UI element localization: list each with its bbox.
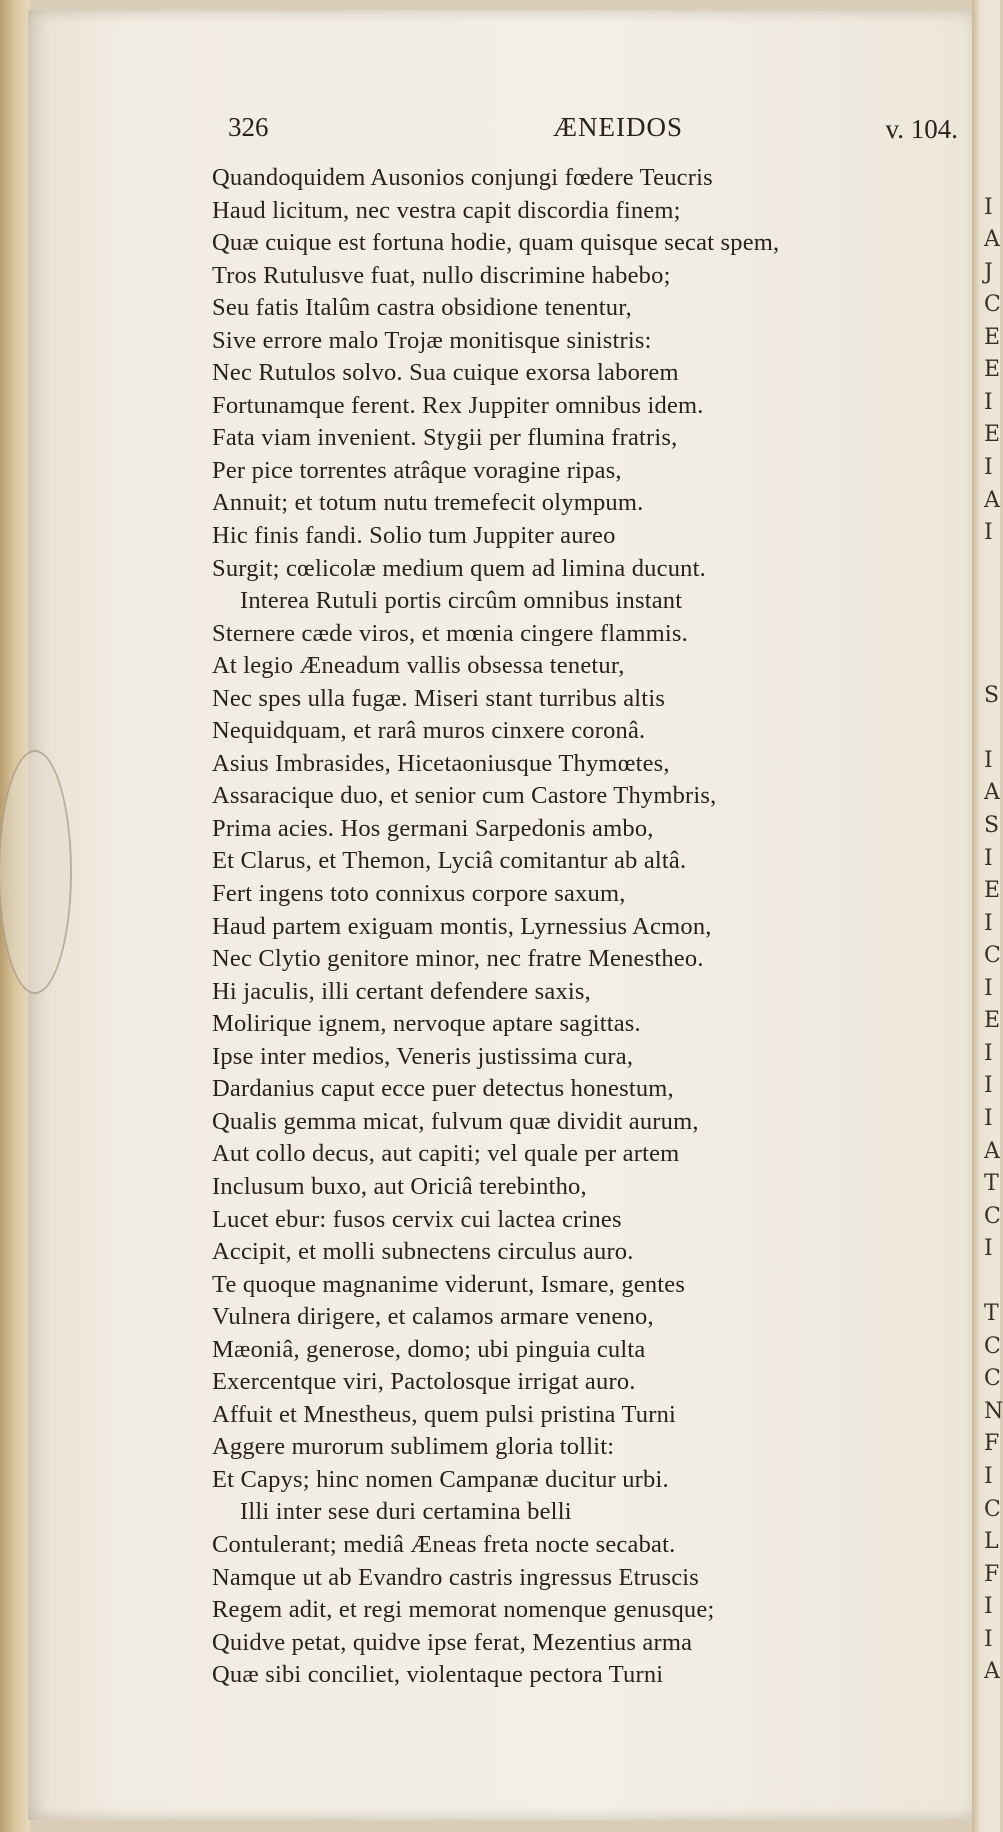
verse-line: Per pice torrentes atrâque voragine ripas, [212, 456, 622, 484]
running-header [228, 112, 958, 152]
verse-line: Interea Rutuli portis circûm omnibus instant [240, 587, 683, 615]
verse-line: Sive errore malo Trojæ monitisque sinistris: [212, 326, 652, 354]
verse-line: Annuit; et totum nutu tremefecit olympum. [212, 489, 644, 517]
facing-page-char: A [984, 487, 1000, 513]
facing-page-char: C [984, 1333, 1001, 1359]
verse-line: Aut collo decus, aut capiti; vel quale per artem [212, 1140, 680, 1168]
verse-line: Nequidquam, et rarâ muros cinxere coronâ. [212, 717, 646, 745]
facing-page-char: L [984, 1529, 999, 1555]
verse-line: At legio Æneadum vallis obsessa tenetur, [212, 652, 625, 680]
facing-page-char: A [984, 780, 1000, 806]
facing-page-char: C [984, 943, 1001, 969]
verse-line: Quidve petat, quidve ipse ferat, Mezentius arma [212, 1628, 693, 1656]
verse-line: Inclusum buxo, aut Oriciâ terebintho, [212, 1172, 587, 1200]
verse-line: Te quoque magnanime viderunt, Ismare, gentes [212, 1270, 686, 1298]
verse-line: Prima acies. Hos germani Sarpedonis ambo, [212, 814, 654, 842]
verse-line: Quæ cuique est fortuna hodie, quam quisque secat spem, [212, 229, 780, 257]
verse-line: Namque ut ab Evandro castris ingressus Etruscis [212, 1563, 700, 1591]
verse-line: Quæ sibi conciliet, violentaque pectora Turni [212, 1661, 664, 1689]
facing-page-char: I [984, 747, 993, 773]
verse-line: Assaracique duo, et senior cum Castore Thymbris, [212, 782, 717, 810]
verse-line: Vulnera dirigere, et calamos armare veneno, [212, 1303, 654, 1331]
verse-line: Nec Clytio genitore minor, nec fratre Menestheo. [212, 945, 704, 973]
verse-line: Fata viam invenient. Stygii per flumina fratris, [212, 424, 678, 452]
facing-page-char: I [984, 454, 993, 480]
facing-page-char: A [984, 1138, 1000, 1164]
verse-line: Surgit; cœlicolæ medium quem ad limina ducunt. [212, 554, 706, 582]
facing-page-char: I [984, 1105, 993, 1131]
verse-line: Sternere cæde viros, et mœnia cingere flammis. [212, 619, 688, 647]
verse-line: Mæoniâ, generose, domo; ubi pinguia culta [212, 1335, 646, 1363]
facing-page-char: E [984, 1008, 1001, 1034]
verse-line: Affuit et Mnestheus, quem pulsi pristina Turni [212, 1400, 677, 1428]
verse-line: Exercentque viri, Pactolosque irrigat auro. [212, 1368, 636, 1396]
line-reference: v. 104. [885, 114, 958, 144]
verse-line: Dardanius caput ecce puer detectus honestum, [212, 1075, 674, 1103]
verse-line: Tros Rutulusve fuat, nullo discrimine habebo; [212, 261, 671, 289]
verse-line: Illi inter sese duri certamina belli [240, 1498, 572, 1526]
facing-page-char: C [984, 1496, 1001, 1522]
facing-page-char: I [984, 1040, 993, 1066]
facing-page-char: E [984, 357, 1001, 383]
verse-line: Et Clarus, et Themon, Lyciâ comitantur ab altâ. [212, 847, 687, 875]
facing-page-char: J [984, 259, 993, 285]
verse-line: Accipit, et molli subnectens circulus auro. [212, 1238, 634, 1266]
facing-page-char: A [984, 227, 1000, 253]
verse-line: Nec Rutulos solvo. Sua cuique exorsa laborem [212, 359, 679, 387]
facing-page-char: I [984, 975, 993, 1001]
facing-page-char: T [984, 1301, 999, 1327]
facing-page-char: E [984, 422, 1001, 448]
verse-line: Nec spes ulla fugæ. Miseri stant turribus altis [212, 684, 666, 712]
facing-page-char: A [984, 1659, 1000, 1685]
verse-line: Molirique ignem, nervoque aptare sagittas. [212, 1010, 641, 1038]
verse-block [212, 162, 982, 1692]
facing-page-char: C [984, 1203, 1001, 1229]
verse-line: Quandoquidem Ausonios conjungi fœdere Teucris [212, 164, 713, 191]
running-title: ÆNEIDOS [553, 112, 684, 142]
facing-page-char: I [984, 1073, 993, 1099]
facing-page-char: I [984, 389, 993, 415]
facing-page-char: N [984, 1398, 1003, 1424]
page-notch [0, 750, 72, 994]
facing-page-char: S [984, 682, 1000, 708]
page-number: 326 [228, 112, 269, 142]
facing-page-char: S [984, 813, 1000, 838]
verse-line: Seu fatis Italûm castra obsidione tenentur, [212, 294, 632, 322]
facing-page-char: I [984, 194, 993, 220]
verse-line: Haud partem exiguam montis, Lyrnessius Acmon, [212, 912, 712, 940]
verse-line: Fortunamque ferent. Rex Juppiter omnibus idem. [212, 391, 704, 419]
verse-line: Aggere murorum sublimem gloria tollit: [212, 1433, 615, 1461]
verse-line: Qualis gemma micat, fulvum quæ dividit aurum, [212, 1107, 699, 1135]
verse-line: Ipse inter medios, Veneris justissima cura, [212, 1042, 634, 1070]
verse-line: Asius Imbrasides, Hicetaoniusque Thymœtes, [212, 749, 670, 777]
verse-line: Hi jaculis, illi certant defendere saxis, [212, 977, 591, 1005]
verse-line: Fert ingens toto connixus corpore saxum, [212, 880, 626, 908]
facing-page-char: T [984, 1171, 999, 1197]
facing-page-char: C [984, 1366, 1001, 1392]
facing-page-char: I [984, 845, 993, 871]
verse-line: Haud licitum, nec vestra capit discordia finem; [212, 196, 681, 224]
verse-line: Lucet ebur: fusos cervix cui lactea crines [212, 1205, 622, 1233]
facing-page-char: F [984, 1561, 1000, 1587]
verse-line: Et Capys; hinc nomen Campanæ ducitur urbi. [212, 1465, 669, 1493]
verse-line: Hic finis fandi. Solio tum Juppiter aureo [212, 522, 616, 550]
facing-page-char: I [984, 1594, 993, 1620]
facing-page-char: I [984, 1626, 993, 1652]
facing-page-char: I [984, 1464, 993, 1489]
facing-page-char: E [984, 324, 1001, 350]
facing-page-char: I [984, 520, 993, 546]
verse-line: Regem adit, et regi memorat nomenque genusque; [212, 1596, 715, 1624]
facing-page-char: E [984, 878, 1001, 904]
facing-page-char: I [984, 910, 993, 936]
facing-page-char: C [984, 292, 1001, 318]
verse-line: Contulerant; mediâ Æneas freta nocte secabat. [212, 1530, 676, 1558]
facing-page-char: I [984, 1236, 993, 1262]
facing-page-char: F [984, 1431, 1000, 1457]
